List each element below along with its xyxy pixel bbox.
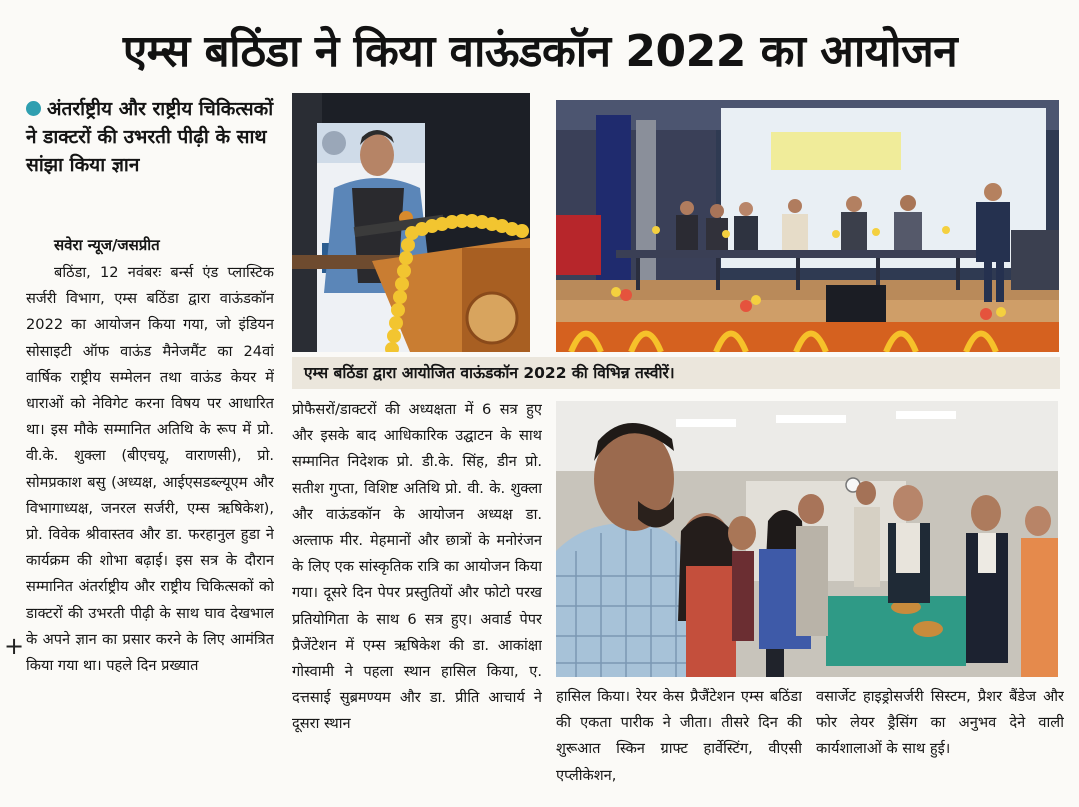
workshop-students-photo <box>556 401 1058 677</box>
article-text-2: प्रोफैसरों/डाक्टरों की अध्यक्षता में 6 सत्र हुए और इसके बाद आधिकारिक उद्घाटन के साथ सम्मानित निदेशक प्रो. डी.के. सिंह, डीन प्रो. सतीश गुप्ता, विशिष्ट अतिथि प्रो. वी. के. शुक्ला और वाऊंडकॉन के आयोजन अध्यक्ष डा. अल्ताफ मीर. मेहमानों और छात्रों के मनोरंजन के लिए एक सांस्कृतिक रात्रि का आयोजन किया गया। दूसरे दिन पेपर प्रस्तुतियों और फोटो परख प्रतियोगिता के साथ 6 सत्र हुए। अवार्ड पेपर प्रैजेंटेशन में एम्स ऋषिकेश की डा. आकांक्षा गोस्वामी ने पहला स्थान हासिल किया, ए. दत्तसाई सुब्रमण्यम और डा. प्रीति आचार्य ने दूसरा स्थान <box>292 401 542 733</box>
article-column-4 <box>816 684 1064 794</box>
plus-mark-icon: + <box>4 632 25 660</box>
article-column-3 <box>556 684 802 794</box>
article-text-4: वसार्जेट हाइड्रोसर्जरी सिस्टम, प्रैशर बैंडेज और फोर लेयर ड्रैसिंग का अनुभव देने वाली कार्यशालाओं के साथ हुई। <box>816 688 1064 758</box>
photo-caption: एम्स बठिंडा द्वारा आयोजित वाऊंडकॉन 2022 की विभिन्न तस्वीरें। <box>292 357 1060 389</box>
article-text-1: बठिंडा, 12 नवंबरः बर्न्स एंड प्लास्टिक सर्जरी विभाग, एम्स बठिंडा द्वारा वाऊंडकॉन 2022 का आयोजन किया गया, जो इंडियन सोसाइटी ऑफ वाऊंड मैनेजमैंट का 24वां वार्षिक राष्ट्रीय सम्मेलन तथा वाऊंड केयर में धाराओं को नेविगेट करना विषय पर आधारित था। इस मौके सम्मानित अतिथि के रूप में प्रो. वी.के. शुक्ला (बीएचयू, वाराणसी), प्रो. सोमप्रकाश बसु (अध्यक्ष, आईएसडब्ल्यूएम और विभागाध्यक्ष, जनरल सर्जरी, एम्स ऋषिकेश), प्रो. विवेक श्रीवास्तव और डा. फरहानुल हुडा ने कार्यक्रम की शोभा बढ़ाई। इस सत्र के दौरान सम्मानित अंतर्राष्ट्रीय और राष्ट्रीय चिकित्सकों को डाक्टरों की उभरती पीढ़ी के साथ घाव देखभाल के अपने ज्ञान का प्रसार करने के लिए आमंत्रित किया गया था। पहले दिन प्रख्यात <box>26 264 274 675</box>
byline: सवेरा न्यूज/जसप्रीत <box>54 236 160 254</box>
podium-speaker-photo <box>292 93 530 352</box>
bullet-icon <box>26 101 41 116</box>
article-text-3: हासिल किया। रेयर केस प्रैजैंटेशन एम्स बठिंडा की एकता पारीक ने जीता। तीसरे दिन की शुरूआत स्किन ग्राफ्ट हार्वेस्टिंग, वीएसी एप्लीकेशन, <box>556 688 802 784</box>
article-column-2 <box>292 397 542 795</box>
subheadline-text: अंतर्राष्ट्रीय और राष्ट्रीय चिकित्सकों ने डाक्टरों की उभरती पीढ़ी के साथ सांझा किया ज्ञान <box>26 98 274 176</box>
article-column-1 <box>26 260 274 792</box>
stage-panel-photo <box>556 100 1059 352</box>
subheadline <box>26 95 276 179</box>
headline: एम्स बठिंडा ने किया वाऊंडकॉन 2022 का आयोजन <box>122 26 958 77</box>
